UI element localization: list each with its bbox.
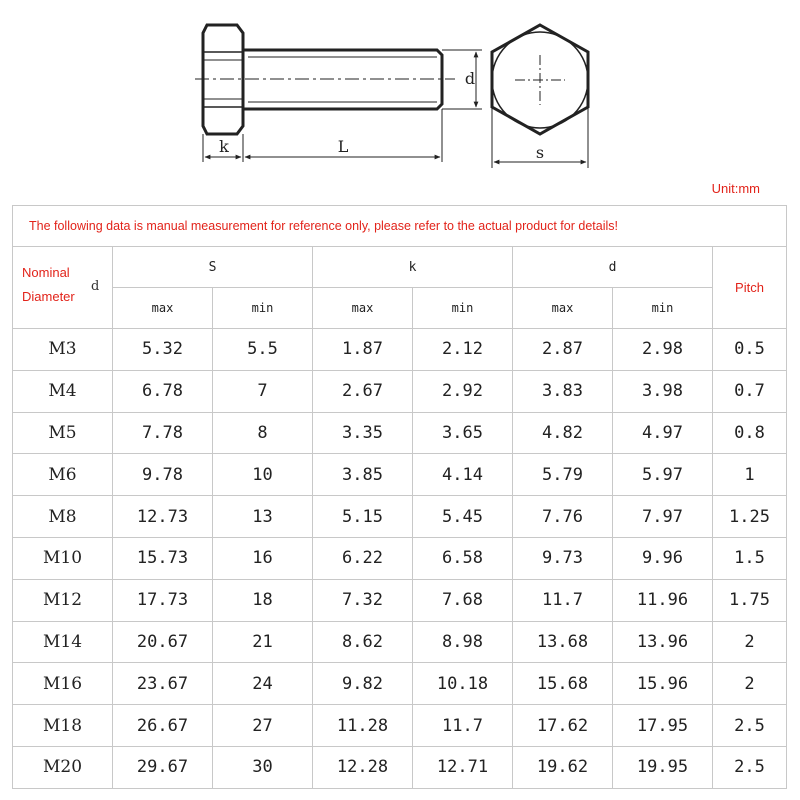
- cell-nominal-diameter: M5: [13, 412, 113, 454]
- cell-d-max: 2.87: [513, 329, 613, 371]
- cell-s-min: 18: [213, 579, 313, 621]
- table-row: [13, 496, 787, 538]
- cell-d-max: 13.68: [513, 621, 613, 663]
- cell-nominal-diameter: M14: [13, 621, 113, 663]
- cell-pitch: 1.5: [713, 537, 787, 579]
- cell-d-min: 3.98: [613, 370, 713, 412]
- cell-k-min: 11.7: [413, 705, 513, 747]
- cell-d-min: 17.95: [613, 705, 713, 747]
- cell-k-max: 7.32: [313, 579, 413, 621]
- dimension-label-d: d: [464, 69, 476, 88]
- dimension-label-L: L: [337, 137, 349, 156]
- cell-pitch: 0.8: [713, 412, 787, 454]
- cell-d-min: 15.96: [613, 663, 713, 705]
- cell-s-max: 29.67: [113, 746, 213, 788]
- cell-k-min: 10.18: [413, 663, 513, 705]
- cell-s-min: 13: [213, 496, 313, 538]
- cell-k-min: 2.12: [413, 329, 513, 371]
- cell-s-max: 9.78: [113, 454, 213, 496]
- header-d-min: min: [613, 288, 713, 329]
- cell-d-min: 5.97: [613, 454, 713, 496]
- cell-k-min: 4.14: [413, 454, 513, 496]
- cell-k-max: 12.28: [313, 746, 413, 788]
- cell-pitch: 2.5: [713, 705, 787, 747]
- table-row: [13, 621, 787, 663]
- cell-d-max: 11.7: [513, 579, 613, 621]
- cell-s-min: 5.5: [213, 329, 313, 371]
- cell-d-min: 13.96: [613, 621, 713, 663]
- cell-k-min: 6.58: [413, 537, 513, 579]
- cell-d-min: 4.97: [613, 412, 713, 454]
- cell-s-max: 5.32: [113, 329, 213, 371]
- cell-nominal-diameter: M6: [13, 454, 113, 496]
- unit-label: Unit:mm: [711, 181, 760, 196]
- table-row: [13, 454, 787, 496]
- cell-k-min: 5.45: [413, 496, 513, 538]
- header-group-s: S: [113, 247, 313, 288]
- header-nominal-label: Nominal Diameter: [22, 265, 75, 304]
- cell-k-min: 7.68: [413, 579, 513, 621]
- cell-s-min: 27: [213, 705, 313, 747]
- cell-d-max: 4.82: [513, 412, 613, 454]
- cell-s-min: 30: [213, 746, 313, 788]
- cell-d-min: 2.98: [613, 329, 713, 371]
- header-group-d: d: [513, 247, 713, 288]
- cell-nominal-diameter: M3: [13, 329, 113, 371]
- cell-s-min: 21: [213, 621, 313, 663]
- cell-d-max: 19.62: [513, 746, 613, 788]
- cell-nominal-diameter: M16: [13, 663, 113, 705]
- dimension-label-k: k: [219, 137, 229, 156]
- cell-s-max: 17.73: [113, 579, 213, 621]
- cell-k-max: 1.87: [313, 329, 413, 371]
- table-row: [13, 705, 787, 747]
- header-s-min: min: [213, 288, 313, 329]
- cell-nominal-diameter: M10: [13, 537, 113, 579]
- cell-k-min: 3.65: [413, 412, 513, 454]
- cell-pitch: 2: [713, 663, 787, 705]
- table-row: [13, 663, 787, 705]
- cell-nominal-diameter: M20: [13, 746, 113, 788]
- cell-s-min: 24: [213, 663, 313, 705]
- cell-k-max: 9.82: [313, 663, 413, 705]
- header-k-min: min: [413, 288, 513, 329]
- cell-nominal-diameter: M12: [13, 579, 113, 621]
- cell-d-max: 17.62: [513, 705, 613, 747]
- cell-d-min: 7.97: [613, 496, 713, 538]
- header-d-max: max: [513, 288, 613, 329]
- cell-d-max: 7.76: [513, 496, 613, 538]
- cell-s-min: 16: [213, 537, 313, 579]
- cell-s-max: 26.67: [113, 705, 213, 747]
- cell-d-max: 3.83: [513, 370, 613, 412]
- cell-s-max: 6.78: [113, 370, 213, 412]
- table-row: [13, 329, 787, 371]
- cell-pitch: 1: [713, 454, 787, 496]
- table-row: [13, 579, 787, 621]
- header-group-k: k: [313, 247, 513, 288]
- table-row: [13, 746, 787, 788]
- table-row: [13, 537, 787, 579]
- bolt-spec-table: [12, 205, 787, 789]
- cell-s-min: 7: [213, 370, 313, 412]
- cell-d-min: 11.96: [613, 579, 713, 621]
- header-k-max: max: [313, 288, 413, 329]
- cell-s-max: 23.67: [113, 663, 213, 705]
- cell-d-min: 19.95: [613, 746, 713, 788]
- cell-k-max: 11.28: [313, 705, 413, 747]
- header-pitch: Pitch: [713, 247, 787, 329]
- header-nominal-d: d: [91, 279, 100, 294]
- header-nominal-diameter: [13, 247, 113, 329]
- cell-s-max: 20.67: [113, 621, 213, 663]
- cell-k-min: 2.92: [413, 370, 513, 412]
- cell-d-max: 15.68: [513, 663, 613, 705]
- cell-k-min: 8.98: [413, 621, 513, 663]
- cell-pitch: 0.7: [713, 370, 787, 412]
- cell-k-max: 2.67: [313, 370, 413, 412]
- cell-s-max: 15.73: [113, 537, 213, 579]
- cell-s-max: 12.73: [113, 496, 213, 538]
- cell-pitch: 1.75: [713, 579, 787, 621]
- bolt-dimension-drawing: [0, 0, 800, 175]
- cell-k-min: 12.71: [413, 746, 513, 788]
- cell-d-max: 5.79: [513, 454, 613, 496]
- cell-k-max: 5.15: [313, 496, 413, 538]
- table-row: [13, 370, 787, 412]
- cell-s-max: 7.78: [113, 412, 213, 454]
- cell-k-max: 6.22: [313, 537, 413, 579]
- header-s-max: max: [113, 288, 213, 329]
- cell-nominal-diameter: M18: [13, 705, 113, 747]
- cell-pitch: 1.25: [713, 496, 787, 538]
- cell-d-min: 9.96: [613, 537, 713, 579]
- dimension-label-s: s: [535, 143, 545, 162]
- cell-nominal-diameter: M4: [13, 370, 113, 412]
- cell-s-min: 8: [213, 412, 313, 454]
- cell-k-max: 3.85: [313, 454, 413, 496]
- cell-k-max: 3.35: [313, 412, 413, 454]
- cell-pitch: 2: [713, 621, 787, 663]
- cell-nominal-diameter: M8: [13, 496, 113, 538]
- table-row: [13, 412, 787, 454]
- disclaimer-text: The following data is manual measurement for reference only, please refer to the actual product for details!: [13, 206, 787, 247]
- cell-pitch: 2.5: [713, 746, 787, 788]
- cell-s-min: 10: [213, 454, 313, 496]
- cell-d-max: 9.73: [513, 537, 613, 579]
- cell-k-max: 8.62: [313, 621, 413, 663]
- cell-pitch: 0.5: [713, 329, 787, 371]
